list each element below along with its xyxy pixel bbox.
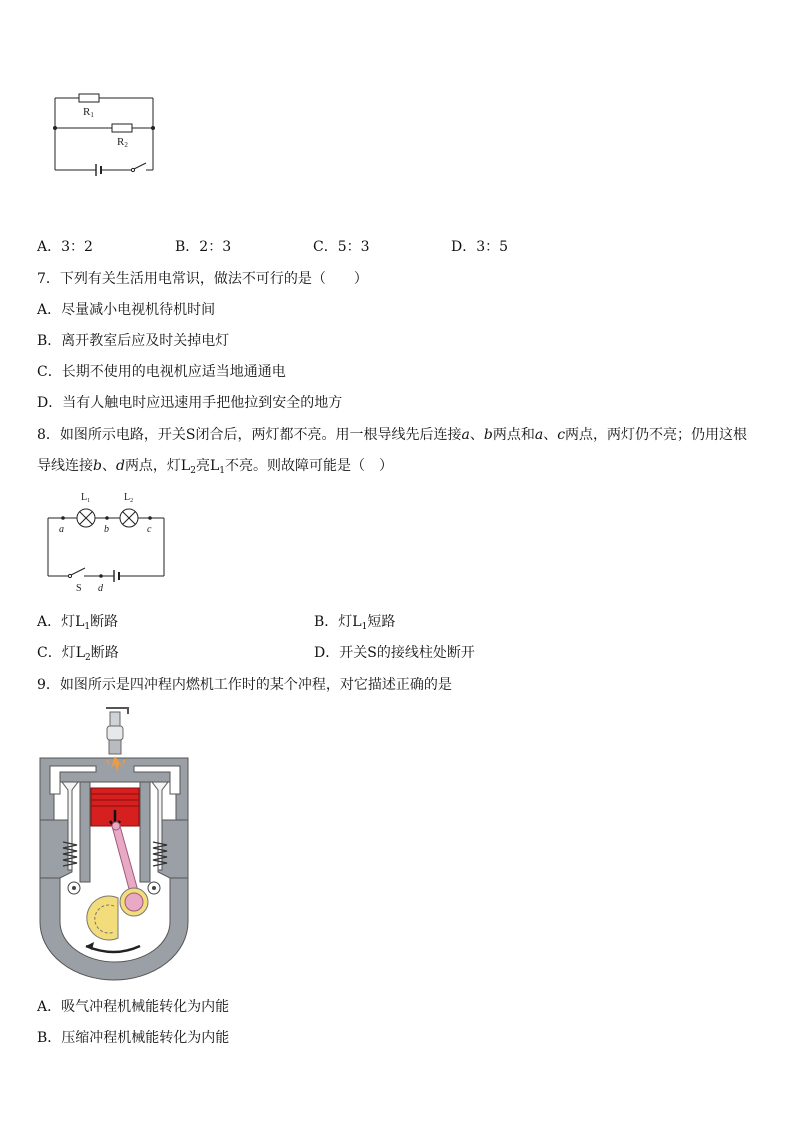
label-l2: $L_2$: [124, 492, 134, 504]
q8-option-b[interactable]: B．灯$L_1$短路: [314, 614, 396, 632]
label-c: c: [147, 524, 152, 535]
resistor-r1: [79, 94, 99, 102]
q9-option-a[interactable]: A．吸气冲程机械能转化为内能: [37, 999, 230, 1015]
q8-option-c[interactable]: C．灯$L_2$断路: [37, 645, 119, 663]
q7-option-b[interactable]: B．离开教室后应及时关掉电灯: [37, 333, 230, 349]
q7-stem: 7．下列有关生活用电常识，做法不可行的是（ ）: [37, 271, 368, 287]
label-a: a: [59, 524, 64, 535]
label-d: d: [98, 583, 103, 594]
q6-circuit-diagram: [48, 88, 160, 180]
q9-stem: 9．如图所示是四冲程内燃机工作时的某个冲程，对它描述正确的是: [37, 677, 452, 693]
q8-stem-line1: 8．如图所示电路，开关S闭合后，两灯都不亮。用一根导线先后连接a、b两点和a、c两点，两灯仍不亮；仍用这根: [37, 427, 748, 443]
label-s: S: [76, 583, 82, 594]
q8-stem-line2: 导线连接b、d两点，灯$L_2$亮$L_1$不亮。则故障可能是（ ）: [37, 458, 393, 476]
label-r1: R1: [83, 106, 94, 119]
q6-option-b[interactable]: B．2：3: [175, 239, 232, 255]
q7-option-d[interactable]: D．当有人触电时应迅速用手把他拉到安全的地方: [37, 395, 343, 411]
q8-circuit-diagram: [40, 488, 170, 596]
resistor-r2: [112, 124, 132, 132]
label-r2: R2: [117, 136, 128, 149]
q6-option-a[interactable]: A．3：2: [37, 239, 93, 255]
q9-option-b[interactable]: B．压缩冲程机械能转化为内能: [37, 1030, 230, 1046]
q7-option-a[interactable]: A．尽量减小电视机待机时间: [37, 302, 216, 318]
q6-option-d[interactable]: D．3：5: [451, 239, 509, 255]
q9-engine-diagram: [36, 702, 194, 982]
q7-option-c[interactable]: C．长期不使用的电视机应适当地通通电: [37, 364, 286, 380]
q8-option-d[interactable]: D．开关S的接线柱处断开: [314, 645, 475, 661]
label-l1: $L_1$: [81, 492, 91, 504]
q8-option-a[interactable]: A．灯$L_1$断路: [37, 614, 119, 632]
q6-option-c[interactable]: C．5：3: [313, 239, 370, 255]
label-b: b: [104, 524, 109, 535]
